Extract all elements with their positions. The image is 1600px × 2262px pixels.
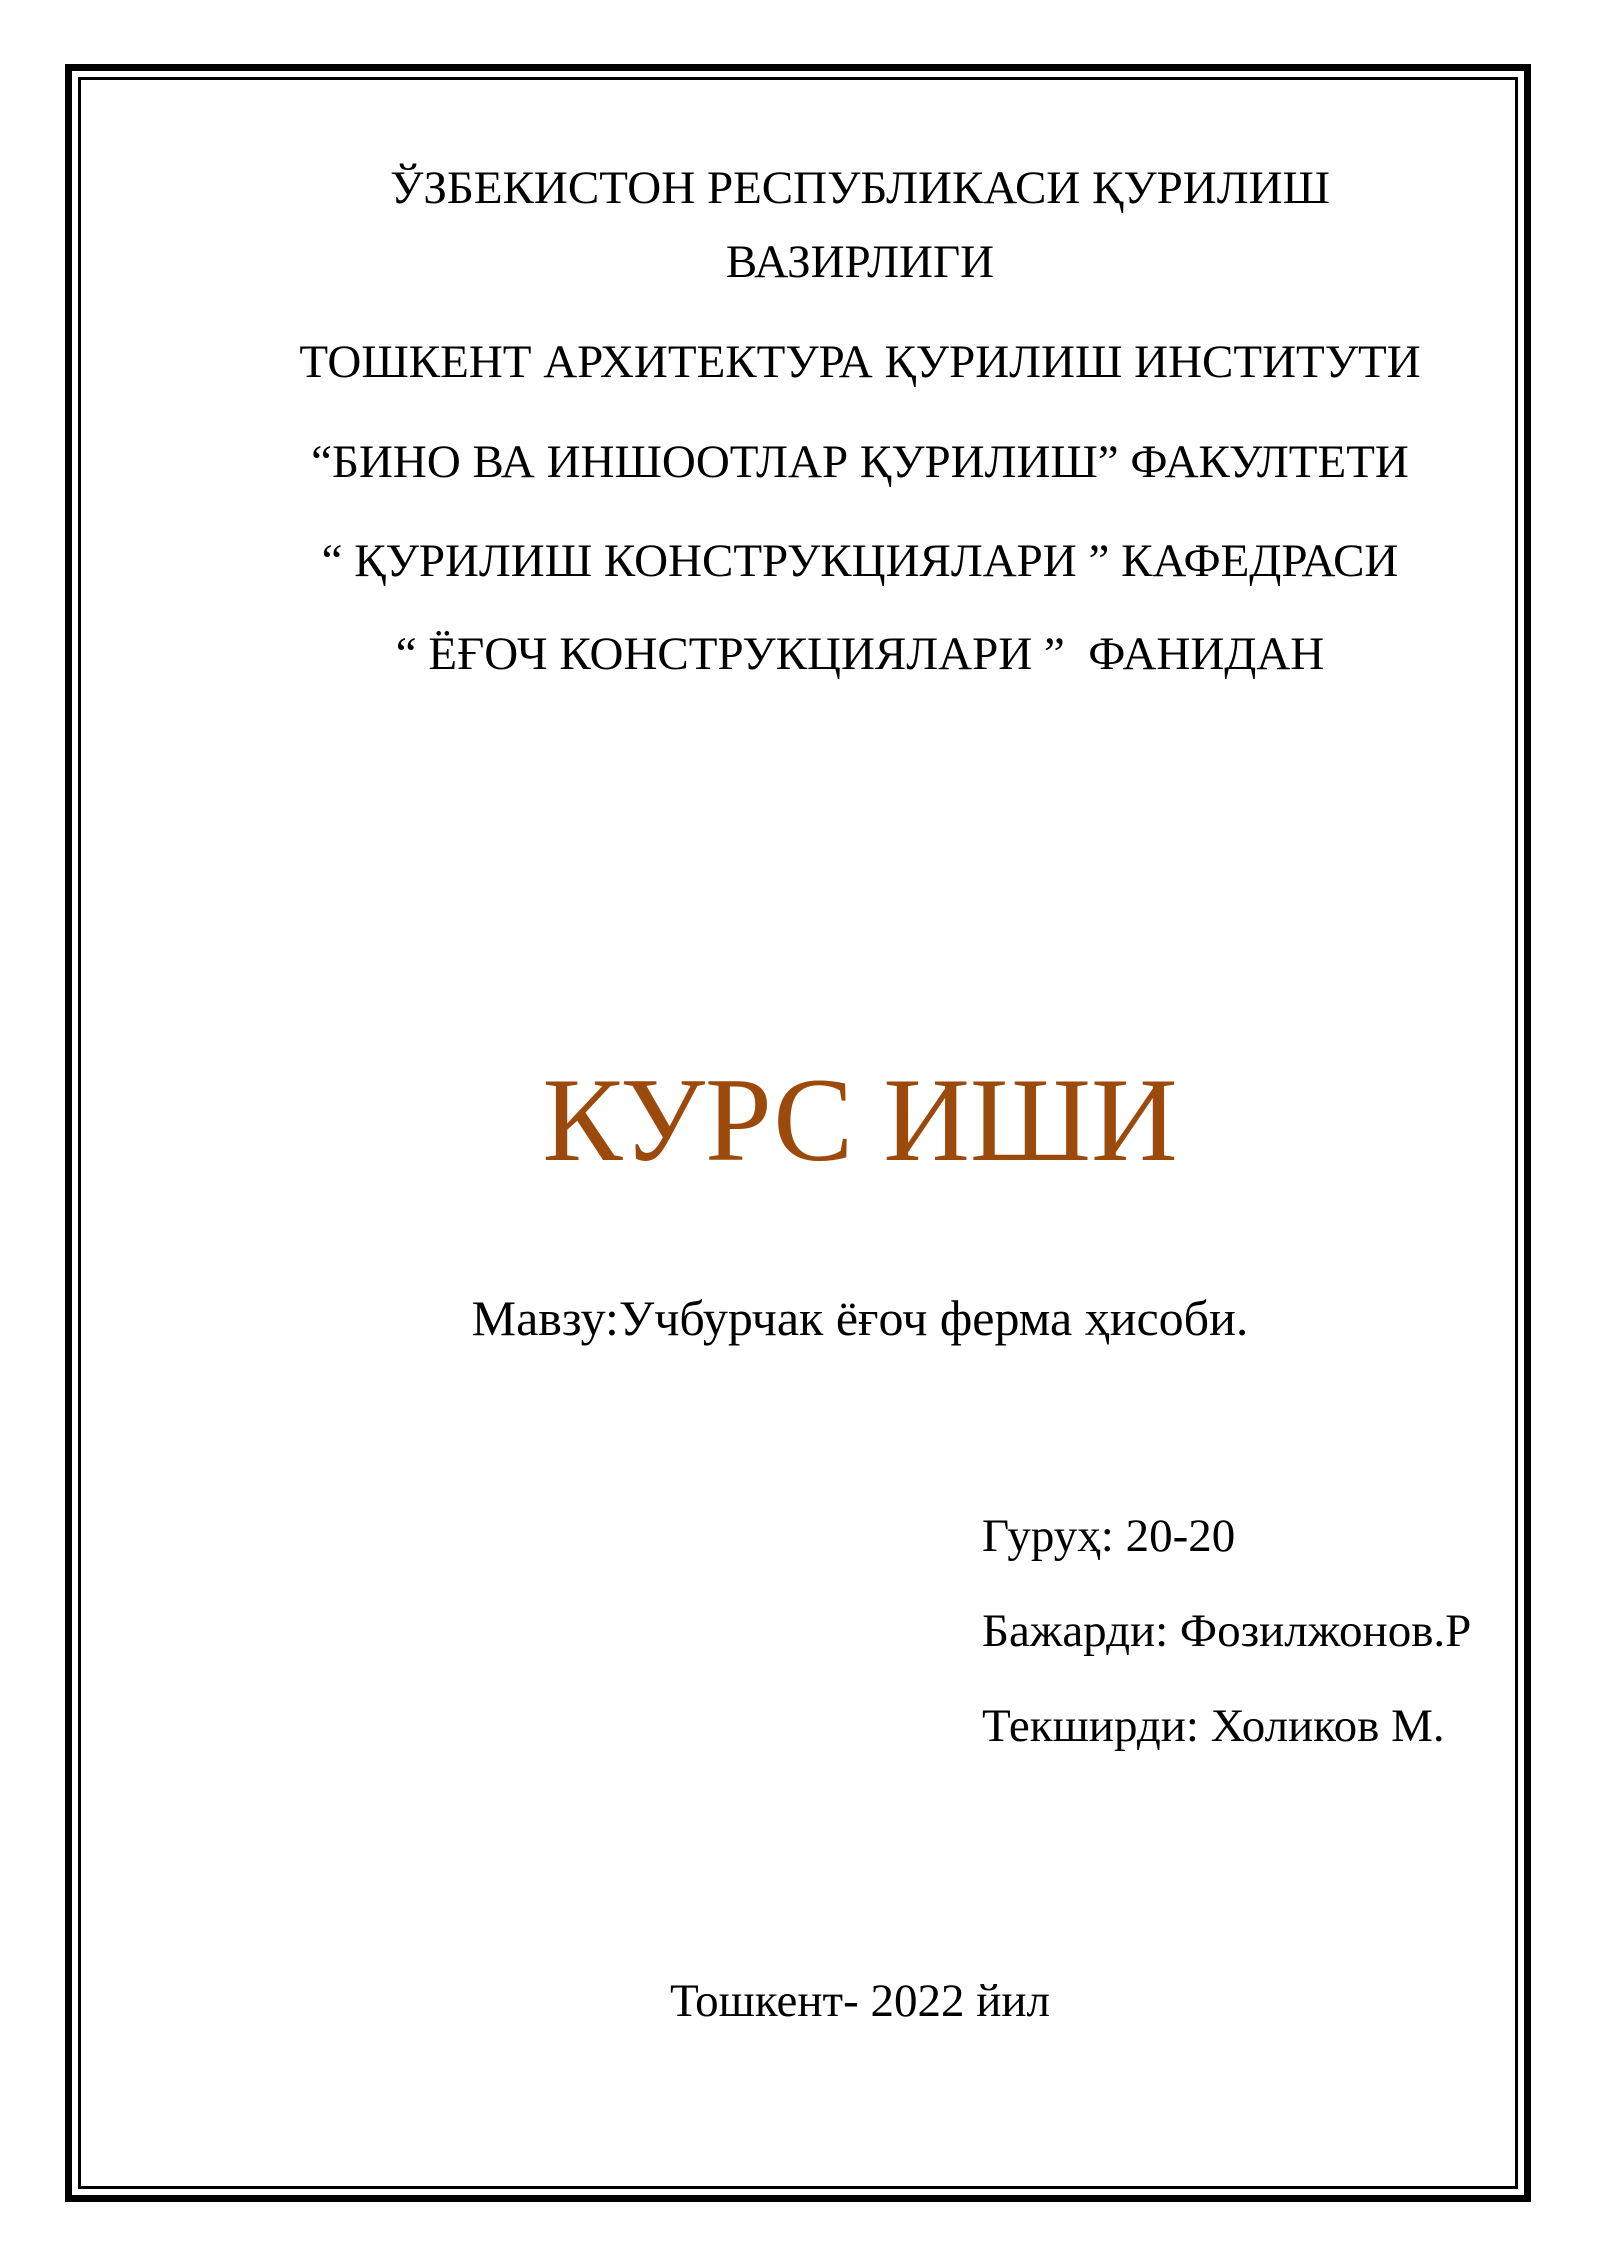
group-info: Гуруҳ: 20-20 [982,1510,1236,1562]
institute-name: ТОШКЕНТ АРХИТЕКТУРА ҚУРИЛИШ ИНСТИТУТИ [299,336,1421,388]
ministry-line-2: ВАЗИРЛИГИ [725,236,995,288]
department-name: “ ҚУРИЛИШ КОНСТРУКЦИЯЛАРИ ” КАФЕДРАСИ [321,535,1399,587]
subject-name: “ ЁҒОЧ КОНСТРУКЦИЯЛАРИ ” ФАНИДАН [395,628,1325,680]
ministry-line-1: ЎЗБЕКИСТОН РЕСПУБЛИКАСИ ҚУРИЛИШ [390,162,1330,214]
performed-by-info: Бажарди: Фозилжонов.Р [982,1605,1472,1657]
document-title: КУРС ИШИ [542,1053,1178,1186]
city-year-footer: Тошкент- 2022 йил [670,1975,1050,2027]
topic-line: Мавзу:Учбурчак ёғоч ферма ҳисоби. [471,1290,1249,1346]
faculty-name: “БИНО ВА ИНШООТЛАР ҚУРИЛИШ” ФАКУЛТЕТИ [311,436,1409,488]
checked-by-info: Текширди: Холиков М. [982,1700,1445,1752]
